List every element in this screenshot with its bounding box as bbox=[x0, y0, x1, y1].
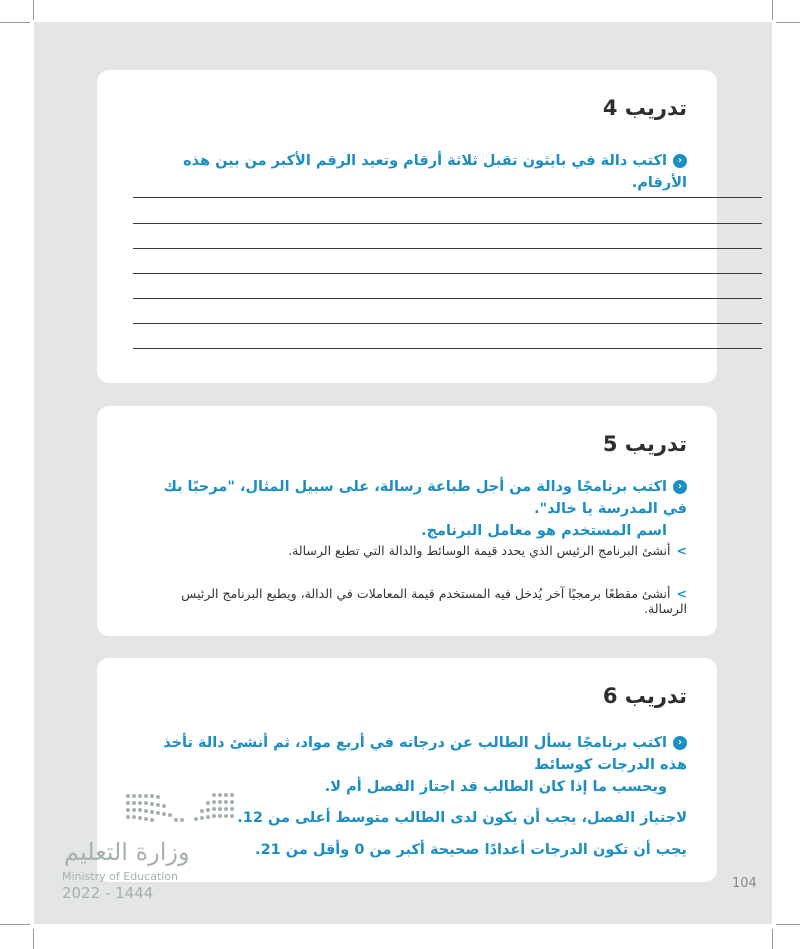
exercise-6-rule: يجب أن تكون الدرجات أعدادًا صحيحة أكبر من 0 وأقل من 21. bbox=[255, 842, 687, 858]
answer-line[interactable] bbox=[133, 223, 762, 224]
answer-line[interactable] bbox=[133, 348, 762, 349]
chevron-left-icon: ‹ bbox=[673, 154, 687, 168]
exercise-5-title: تدريب 5 bbox=[602, 432, 687, 456]
exercise-5-item bbox=[137, 543, 687, 558]
chevron-icon: > bbox=[676, 586, 687, 601]
exercise-6-title: تدريب 6 bbox=[602, 684, 687, 708]
exercise-6-question-line2: ويحسب ما إذا كان الطالب قد اجتاز الفصل أم لا. bbox=[324, 779, 667, 795]
crop-mark bbox=[776, 924, 800, 925]
crop-mark bbox=[776, 22, 800, 23]
exercise-6-question-line1: اكتب برنامجًا يسأل الطالب عن درجاته في أربع مواد، ثم أنشئ دالة تأخذ هذه الدرجات كوسائط bbox=[163, 735, 687, 773]
exercise-5-question bbox=[137, 476, 687, 542]
answer-line[interactable] bbox=[133, 298, 762, 299]
crop-mark bbox=[772, 929, 773, 949]
answer-line[interactable] bbox=[133, 248, 762, 249]
chevron-icon: > bbox=[676, 543, 687, 558]
exercise-4-question bbox=[137, 150, 687, 194]
page-number: 104 bbox=[732, 876, 757, 891]
exercise-5-card bbox=[97, 406, 717, 636]
ministry-logo bbox=[60, 786, 250, 906]
ministry-year: 2022 - 1444 bbox=[62, 884, 154, 902]
answer-line[interactable] bbox=[133, 197, 762, 198]
crop-mark bbox=[33, 0, 34, 20]
crop-mark bbox=[0, 924, 30, 925]
answer-line[interactable] bbox=[133, 323, 762, 324]
ministry-name-english: Ministry of Education bbox=[62, 870, 179, 883]
ministry-emblem-icon bbox=[120, 786, 310, 836]
exercise-5-question-line2: اسم المستخدم هو معامل البرنامج. bbox=[421, 523, 667, 539]
exercise-4-title: تدريب 4 bbox=[602, 96, 687, 120]
exercise-4-card bbox=[97, 70, 717, 383]
chevron-left-icon: ‹ bbox=[673, 480, 687, 494]
chevron-left-icon: ‹ bbox=[673, 736, 687, 750]
ministry-name-arabic: وزارة التعليم bbox=[64, 838, 190, 866]
exercise-5-question-line1: اكتب برنامجًا ودالة من أجل طباعة رسالة، على سبيل المثال، "مرحبًا بك في المدرسة يا خالد". bbox=[163, 479, 687, 517]
crop-mark bbox=[772, 0, 773, 20]
answer-line[interactable] bbox=[133, 273, 762, 274]
exercise-5-item-text: أنشئ البرنامج الرئيس الذي يحدد قيمة الوسائط والدالة التي تطبع الرسالة. bbox=[288, 543, 671, 558]
exercise-5-item bbox=[137, 586, 687, 616]
exercise-5-item-text: أنشئ مقطعًا برمجيًا آخر يُدخل فيه المستخدم قيمة المعاملات في الدالة، ويطبع البرنامج الرئيس الرسالة. bbox=[181, 586, 687, 616]
exercise-4-question-text: اكتب دالة في بايثون تقبل ثلاثة أرقام وتعيد الرقم الأكبر من بين هذه الأرقام. bbox=[183, 153, 687, 191]
crop-mark bbox=[33, 929, 34, 949]
exercise-6-rule: لاجتياز الفصل، يجب أن يكون لدى الطالب متوسط أعلى من 12. bbox=[237, 810, 687, 826]
crop-mark bbox=[0, 22, 30, 23]
